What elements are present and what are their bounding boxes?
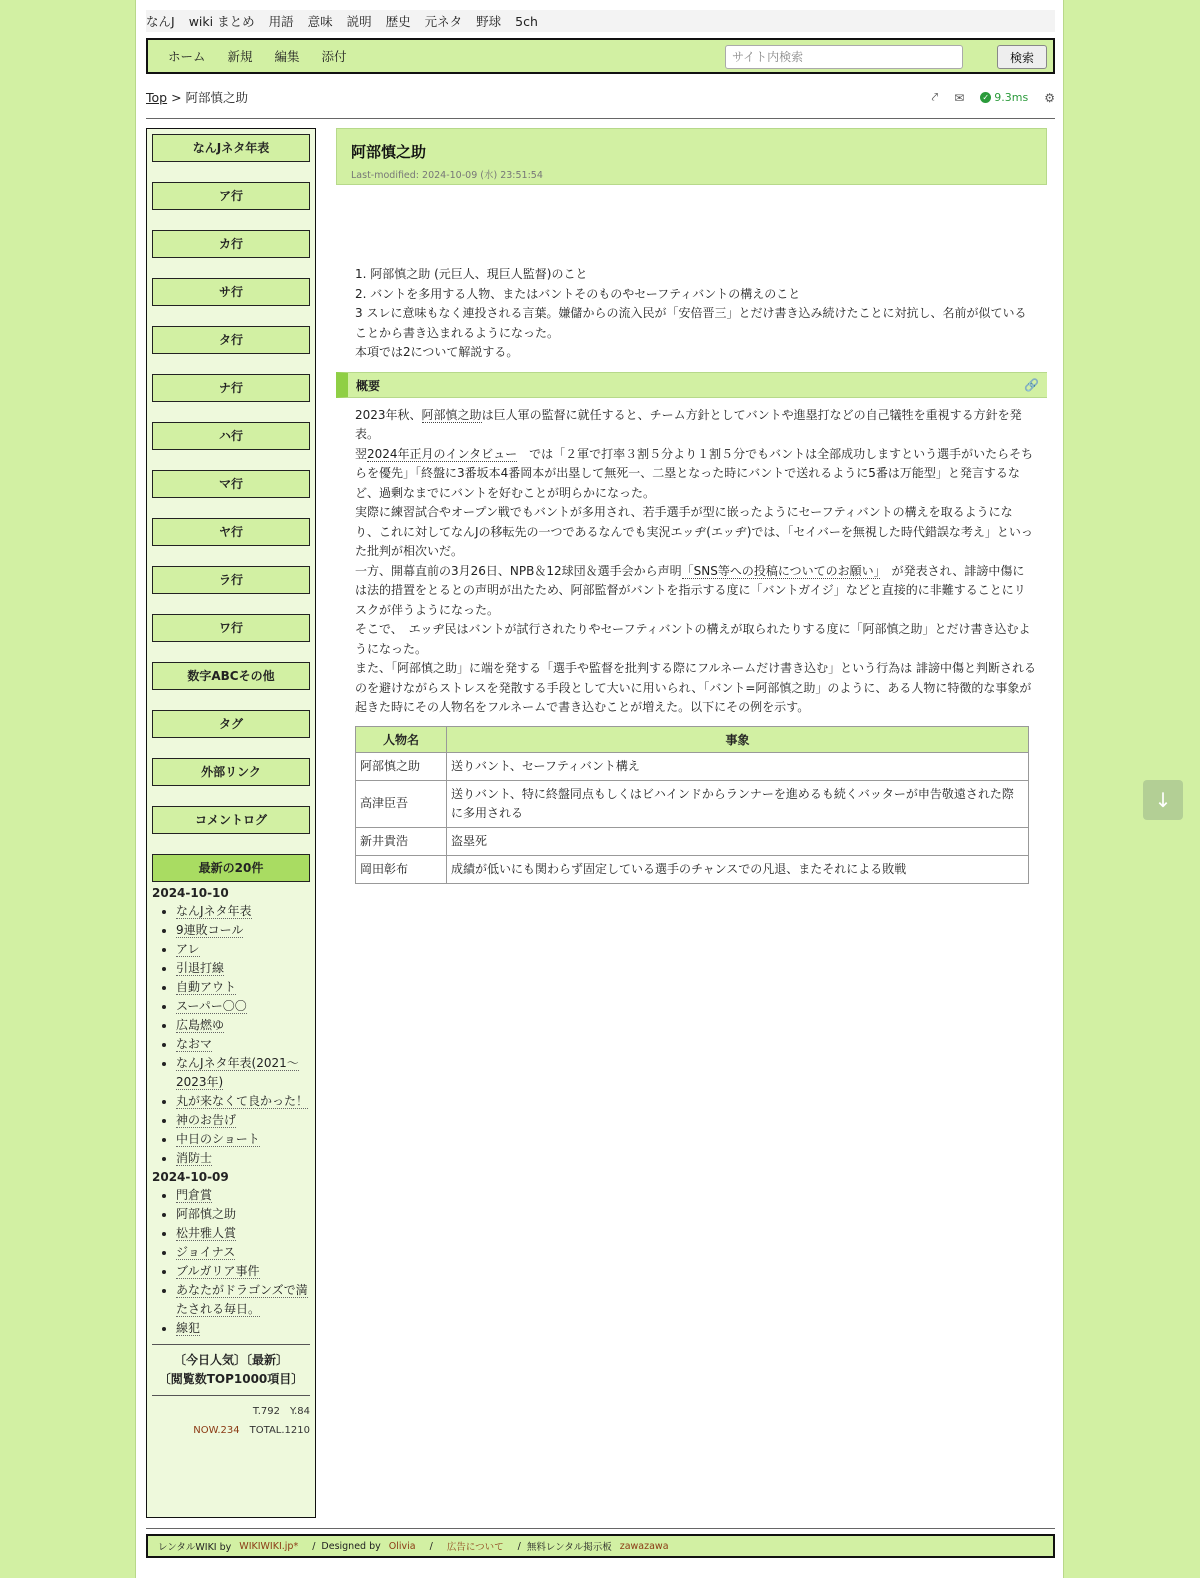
header-divider <box>146 118 1055 119</box>
menu-sa-gyo[interactable]: サ行 <box>152 278 310 306</box>
ranking-links-line1[interactable]: 〔今日人気〕〔最新〕 <box>173 1353 288 1367</box>
sidebar-divider <box>152 1395 310 1396</box>
list-item <box>176 1016 310 1035</box>
menu-ya-gyo[interactable]: ヤ行 <box>152 518 310 546</box>
gear-icon[interactable]: ⚙ <box>1044 90 1055 105</box>
paragraph-text: 翌 <box>355 446 368 461</box>
recent-page-link[interactable]: 丸が来なくて良かった！ <box>176 1094 309 1108</box>
table-row <box>356 855 1029 883</box>
list-item <box>176 1186 310 1205</box>
menu-ta-gyo[interactable]: タ行 <box>152 326 310 354</box>
list-item <box>176 959 310 978</box>
recent-page-link[interactable]: ジョイナス <box>176 1245 236 1259</box>
list-item <box>176 1224 310 1243</box>
list-item <box>176 1149 310 1168</box>
footer-designed-text: Designed by <box>321 1540 381 1552</box>
footer-ad-link[interactable]: 広告について <box>446 1542 504 1553</box>
table-header: 事象 <box>447 726 1029 752</box>
menu-ka-gyo[interactable]: カ行 <box>152 230 310 258</box>
menu-ha-gyo[interactable]: ハ行 <box>152 422 310 450</box>
paragraph: また、「阿部慎之助」に端を発する「選手や監督を批判する際にフルネームだけ書き込む」という行為は 誹謗中傷と判断されるのを避けながらストレスを発散する手段として大いに用いられ、「バント=阿部慎之助」のように、ある人物に特徴的な事象が起きた時にその人物名をフルネームで書き込むことが増えた。以下にその例を示す。 <box>355 661 1036 714</box>
inline-link[interactable]: 2024年正月のインタビュー <box>367 446 518 461</box>
intro-line: 2. バントを多用する人物、またはバントそのものやセーフティバントの構えのこと <box>355 286 801 301</box>
share-icon[interactable]: ⤤ <box>931 90 939 104</box>
paragraph-text: 一方、開幕直前の3月26日、NPB＆12球団＆選手会から声明 <box>355 563 682 578</box>
nav-attach-link[interactable]: 添付 <box>321 49 347 64</box>
examples-table <box>355 726 1029 884</box>
list-item <box>176 1243 310 1262</box>
breadcrumb-current: 阿部慎之助 <box>185 90 249 105</box>
list-item <box>176 1281 310 1319</box>
paragraph <box>355 562 1036 621</box>
menu-a-gyo[interactable]: ア行 <box>152 182 310 210</box>
table-row <box>356 827 1029 855</box>
list-item <box>176 997 310 1016</box>
menu-tag[interactable]: タグ <box>152 710 310 738</box>
topbar-link-rekishi[interactable]: 歴史 <box>385 14 411 29</box>
footer-zawazawa-link[interactable]: zawazawa <box>619 1540 669 1552</box>
menu-na-gyo[interactable]: ナ行 <box>152 374 310 402</box>
menu-suji-abc-other[interactable]: 数字ABCその他 <box>152 662 310 690</box>
menu-comment-log[interactable]: コメントログ <box>152 806 310 834</box>
counter-now-total <box>152 1421 310 1440</box>
recent-page-link[interactable]: なんJネタ年表 <box>176 904 252 918</box>
sidebar-divider <box>152 1344 310 1345</box>
list-item <box>176 1262 310 1281</box>
render-time-value: 9.3ms <box>994 91 1029 104</box>
inline-link[interactable]: 阿部慎之助 <box>421 407 482 422</box>
recent-pages-heading: 最新の20件 <box>152 854 310 882</box>
table-cell: 新井貴浩 <box>356 827 447 855</box>
section-heading-overview <box>336 372 1047 398</box>
mail-icon[interactable]: ✉ <box>954 90 965 105</box>
table-cell: 送りバント、特に終盤同点もしくはビハインドからランナーを進めるも続くバッターが申告敬遠された際に多用される <box>447 780 1029 827</box>
page-tools <box>915 90 1055 105</box>
list-item <box>176 1111 310 1130</box>
arrow-down-icon: ↓ <box>1154 788 1172 812</box>
page <box>135 0 1064 1578</box>
list-item <box>176 921 310 940</box>
counter-total: TOTAL.1210 <box>249 1425 310 1436</box>
last-modified: Last-modified: 2024-10-09 (水) 23:51:54 <box>351 170 543 181</box>
recent-page-link[interactable]: 消防士 <box>176 1151 213 1165</box>
menu-ra-gyo[interactable]: ラ行 <box>152 566 310 594</box>
paragraph-text: は巨人軍の監督に就任すると、チーム方針としてバントや進塁打などの自己犠牲を重視する方針を発表。 <box>355 407 1022 441</box>
list-item <box>176 1130 310 1149</box>
sidebar <box>146 128 316 1518</box>
breadcrumb-top-link[interactable]: Top <box>146 90 168 105</box>
table-header-row <box>356 726 1029 752</box>
ranking-links-line2[interactable]: 〔閲覧数TOP1000項目〕 <box>158 1372 304 1386</box>
footer-divider <box>146 1528 1055 1529</box>
menu-ma-gyo[interactable]: マ行 <box>152 470 310 498</box>
search-button[interactable]: 検索 <box>997 45 1047 69</box>
clock-icon: ✓ <box>980 92 991 103</box>
intro-line: 3 スレに意味もなく連投される言葉。嫌儲からの流入民が「安倍晋三」とだけ書き込み続けたことに対抗し、名前が似ていることから書き込まれるようになった。 <box>355 306 1027 340</box>
topbar-link-yakyu[interactable]: 野球 <box>476 14 502 29</box>
recent-list <box>152 902 310 1168</box>
inline-link[interactable]: 「SNS等への投稿についてのお願い」 <box>681 563 880 578</box>
paragraph <box>355 406 1036 445</box>
paragraph-text: 2023年秋、 <box>355 407 422 422</box>
page-title: 阿部慎之助 <box>351 143 427 161</box>
recent-page-link[interactable]: 阿部慎之助 <box>176 1207 237 1221</box>
list-item <box>176 978 310 997</box>
menu-wa-gyo[interactable]: ワ行 <box>152 614 310 642</box>
table-cell: 岡田彰布 <box>356 855 447 883</box>
list-item <box>176 1054 310 1092</box>
intro-line: 本項では2について解説する。 <box>355 345 519 359</box>
link-icon[interactable]: 🔗 <box>1024 377 1039 392</box>
recent-page-link[interactable]: 9連敗コール <box>176 923 244 937</box>
topbar-link-yougo[interactable]: 用語 <box>268 14 294 29</box>
recent-page-link[interactable]: 神のお告げ <box>176 1113 237 1127</box>
topbar-link-imi[interactable]: 意味 <box>307 14 333 29</box>
intro-text <box>336 265 1036 363</box>
topbar-link-motoneta[interactable]: 元ネタ <box>424 14 463 29</box>
overview-body <box>336 406 1036 718</box>
list-item <box>176 902 310 921</box>
recent-page-link[interactable]: 線犯 <box>176 1321 201 1335</box>
table-cell: 送りバント、セーフティバント構え <box>447 752 1029 780</box>
title-box <box>336 128 1047 185</box>
recent-page-link[interactable]: あなたがドラゴンズで満たされる毎日。 <box>176 1283 308 1316</box>
recent-list <box>152 1186 310 1338</box>
site-search-input[interactable] <box>725 45 963 69</box>
list-item <box>176 940 310 959</box>
recent-date-heading: 2024-10-10 <box>152 886 229 900</box>
list-item <box>176 1035 310 1054</box>
recent-page-link[interactable]: アレ <box>176 942 200 956</box>
footer-wikiwiki-link[interactable]: WIKIWIKI.jp* <box>239 1540 299 1552</box>
recent-page-link[interactable]: 自動アウト <box>176 980 237 994</box>
ranking-links <box>152 1351 310 1389</box>
counter-now: NOW.234 <box>193 1425 240 1436</box>
scroll-down-button[interactable] <box>1143 780 1183 820</box>
footer-rental-text: レンタルWIKI by <box>158 1542 232 1553</box>
paragraph: そこで、 エッヂ民はバントが試行されたりやセーフティバントの構えが取られたりする度に「阿部慎之助」とだけ書き込むようになった。 <box>355 622 1031 656</box>
nav-edit-link[interactable]: 編集 <box>274 49 300 64</box>
footer-separator: / <box>312 1540 316 1552</box>
recent-page-link[interactable]: 松井雅人賞 <box>176 1226 237 1240</box>
footer <box>146 1534 1055 1558</box>
paragraph-text: が発表され、誹謗中傷には法的措置をとるとの声明が出たため、阿部監督がバントを指示する度に「バントガイジ」などと直接的に非難することにリスクが伴うようになった。 <box>355 563 1026 617</box>
recent-page-link[interactable]: 引退打線 <box>176 961 225 975</box>
topbar-link-nanj[interactable]: なんJ <box>146 14 175 29</box>
footer-separator: / <box>517 1540 521 1552</box>
nav-home-link[interactable]: ホーム <box>168 49 206 64</box>
menu-external-links[interactable]: 外部リンク <box>152 758 310 786</box>
topbar-link-5ch[interactable]: 5ch <box>515 13 538 29</box>
breadcrumb-separator: > <box>167 90 186 105</box>
recent-page-link[interactable]: なんJネタ年表(2021〜2023年) <box>176 1056 299 1089</box>
list-item <box>176 1205 310 1224</box>
breadcrumb-row <box>146 88 1055 108</box>
recent-page-link[interactable]: スーパー〇〇 <box>176 999 247 1013</box>
list-item <box>176 1092 310 1111</box>
recent-page-link[interactable]: ブルガリア事件 <box>176 1264 260 1278</box>
access-counter <box>152 1402 310 1440</box>
topbar-link-wiki-matome[interactable]: wiki まとめ <box>188 14 255 29</box>
footer-bbs-text: 無料レンタル掲示板 <box>526 1542 612 1553</box>
paragraph-text: では「２軍で打率３割５分より１割５分でもバントは全部成功しますという選手がいたらそちらを優先」「終盤に3番坂本4番岡本が出塁して無死一、二塁となった時にバントで送れるように5番は万能型」と発言するなど、過剰なまでにバントを好むことが明らかになった。 <box>355 446 1034 500</box>
render-time <box>980 91 1028 104</box>
table-cell: 高津臣吾 <box>356 780 447 827</box>
list-item <box>176 1319 310 1338</box>
recent-page-link[interactable]: 広島燃ゆ <box>176 1018 225 1032</box>
main-content <box>336 128 1055 884</box>
table-header: 人物名 <box>356 726 447 752</box>
topbar-link-setsumei[interactable]: 説明 <box>346 14 372 29</box>
section-heading-text: 概要 <box>356 378 381 393</box>
counter-today-yesterday: T.792 Y.84 <box>252 1406 310 1417</box>
menu-nanj-neta-nenpyo[interactable]: なんJネタ年表 <box>152 134 310 162</box>
nav-bar <box>146 38 1055 74</box>
paragraph: 実際に練習試合やオープン戦でもバントが多用され、若手選手が型に嵌ったようにセーフティバントの構えを取るようになり、これに対してなんJの移転先の一つであるなんでも実況エッヂ(エッヂ)では、「セイバーを無視した時代錯誤な考え」といった批判が相次いだ。 <box>355 505 1033 558</box>
paragraph <box>355 445 1036 504</box>
footer-olivia-link[interactable]: Olivia <box>388 1540 416 1552</box>
top-link-bar <box>146 10 1055 32</box>
recent-page-link[interactable]: 門倉賞 <box>176 1188 213 1202</box>
recent-date-heading: 2024-10-09 <box>152 1170 229 1184</box>
recent-page-link[interactable]: 中日のショート <box>176 1132 260 1146</box>
nav-new-link[interactable]: 新規 <box>227 49 253 64</box>
recent-page-link[interactable]: なおマ <box>176 1037 213 1051</box>
table-row <box>356 752 1029 780</box>
footer-separator: / <box>429 1540 433 1552</box>
table-cell: 阿部慎之助 <box>356 752 447 780</box>
table-cell: 成績が低いにも関わらず固定している選手のチャンスでの凡退、またそれによる敗戦 <box>447 855 1029 883</box>
table-row <box>356 780 1029 827</box>
intro-line: 1. 阿部慎之助 (元巨人、現巨人監督)のこと <box>355 267 588 281</box>
table-cell: 盗塁死 <box>447 827 1029 855</box>
